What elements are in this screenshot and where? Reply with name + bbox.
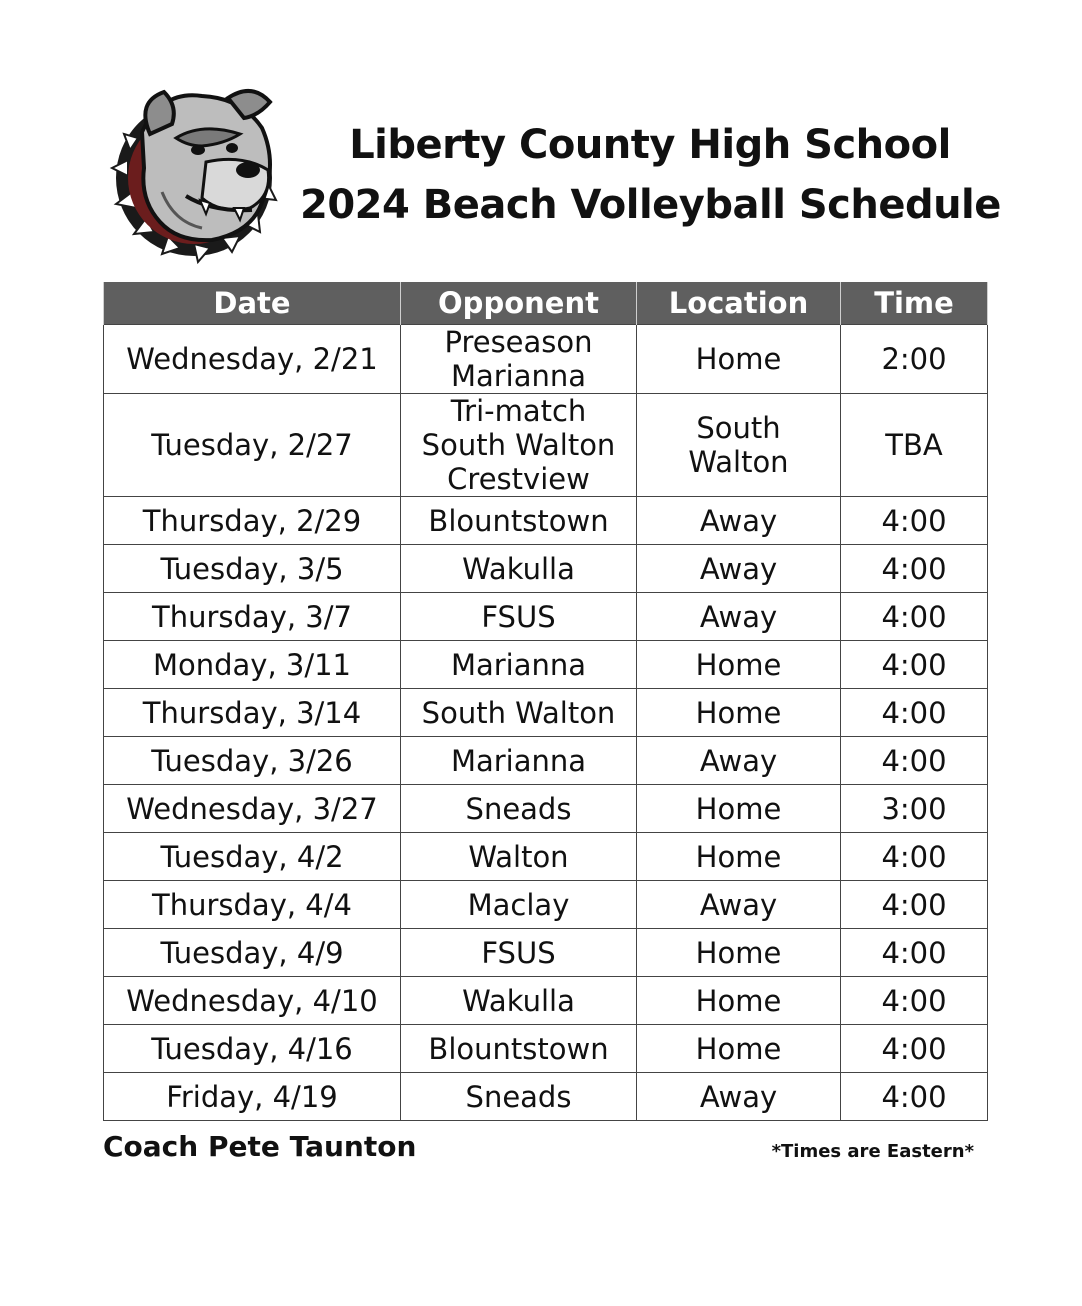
opponent-cell: Maclay — [401, 881, 637, 929]
column-header-opponent: Opponent — [401, 282, 637, 325]
schedule-title: 2024 Beach Volleyball Schedule — [300, 182, 1001, 228]
timezone-note: *Times are Eastern* — [771, 1141, 974, 1162]
opponent-line: Marianna — [450, 359, 587, 393]
opponent-cell: FSUS — [401, 593, 637, 641]
location-cell: Home — [637, 641, 841, 689]
date-cell: Thursday, 3/14 — [104, 689, 401, 737]
date-cell: Thursday, 4/4 — [104, 881, 401, 929]
table-row — [104, 641, 988, 689]
date-cell: Tuesday, 3/5 — [104, 545, 401, 593]
schedule-table — [103, 282, 988, 1121]
location-cell: Away — [637, 1073, 841, 1121]
location-cell: Home — [637, 1025, 841, 1073]
table-row — [104, 689, 988, 737]
time-cell: 4:00 — [841, 881, 988, 929]
date-cell: Tuesday, 4/9 — [104, 929, 401, 977]
location-cell: Home — [637, 785, 841, 833]
opponent-cell: Walton — [401, 833, 637, 881]
location-cell: Home — [637, 325, 841, 394]
opponent-cell: Sneads — [401, 1073, 637, 1121]
bulldog-mascot-icon — [102, 72, 288, 272]
opponent-cell: Marianna — [401, 641, 637, 689]
location-cell: Home — [637, 689, 841, 737]
table-row — [104, 545, 988, 593]
opponent-line: Crestview — [447, 462, 590, 496]
date-cell: Wednesday, 4/10 — [104, 977, 401, 1025]
opponent-cell: South Walton — [401, 689, 637, 737]
date-cell: Monday, 3/11 — [104, 641, 401, 689]
location-line: South — [696, 411, 781, 445]
time-cell: 4:00 — [841, 833, 988, 881]
opponent-cell: Blountstown — [401, 1025, 637, 1073]
school-name: Liberty County High School — [349, 122, 951, 168]
date-cell: Friday, 4/19 — [104, 1073, 401, 1121]
opponent-cell — [401, 325, 637, 394]
location-cell: Away — [637, 545, 841, 593]
column-header-date: Date — [104, 282, 401, 325]
location-cell: Away — [637, 497, 841, 545]
time-cell: 4:00 — [841, 497, 988, 545]
location-cell: Home — [637, 833, 841, 881]
table-row — [104, 1025, 988, 1073]
opponent-cell: Wakulla — [401, 977, 637, 1025]
date-cell: Thursday, 3/7 — [104, 593, 401, 641]
table-row — [104, 833, 988, 881]
table-row — [104, 497, 988, 545]
opponent-cell: Wakulla — [401, 545, 637, 593]
time-cell: 4:00 — [841, 593, 988, 641]
opponent-cell: FSUS — [401, 929, 637, 977]
table-row — [104, 737, 988, 785]
opponent-cell: Sneads — [401, 785, 637, 833]
date-cell: Tuesday, 2/27 — [104, 394, 401, 497]
location-cell — [637, 394, 841, 497]
opponent-cell: Blountstown — [401, 497, 637, 545]
date-cell: Tuesday, 4/16 — [104, 1025, 401, 1073]
date-cell: Tuesday, 3/26 — [104, 737, 401, 785]
table-row — [104, 929, 988, 977]
opponent-line: Preseason — [444, 325, 593, 359]
coach-name: Coach Pete Taunton — [103, 1130, 417, 1163]
opponent-line: South Walton — [421, 428, 616, 462]
table-row — [104, 1073, 988, 1121]
time-cell: 4:00 — [841, 689, 988, 737]
time-cell: 4:00 — [841, 977, 988, 1025]
time-cell: 3:00 — [841, 785, 988, 833]
opponent-line: Tri-match — [450, 394, 587, 428]
location-cell: Away — [637, 593, 841, 641]
date-cell: Tuesday, 4/2 — [104, 833, 401, 881]
location-cell: Away — [637, 737, 841, 785]
table-header-row — [104, 282, 988, 325]
opponent-cell: Marianna — [401, 737, 637, 785]
time-cell: 4:00 — [841, 737, 988, 785]
table-row — [104, 593, 988, 641]
time-cell: 4:00 — [841, 545, 988, 593]
column-header-location: Location — [637, 282, 841, 325]
table-row — [104, 325, 988, 394]
date-cell: Wednesday, 2/21 — [104, 325, 401, 394]
opponent-cell — [401, 394, 637, 497]
time-cell: TBA — [841, 394, 988, 497]
time-cell: 4:00 — [841, 1073, 988, 1121]
date-cell: Thursday, 2/29 — [104, 497, 401, 545]
table-row — [104, 394, 988, 497]
location-cell: Home — [637, 977, 841, 1025]
time-cell: 2:00 — [841, 325, 988, 394]
location-cell: Away — [637, 881, 841, 929]
time-cell: 4:00 — [841, 641, 988, 689]
date-cell: Wednesday, 3/27 — [104, 785, 401, 833]
location-line: Walton — [688, 445, 789, 479]
table-row — [104, 785, 988, 833]
table-row — [104, 881, 988, 929]
location-cell: Home — [637, 929, 841, 977]
time-cell: 4:00 — [841, 929, 988, 977]
time-cell: 4:00 — [841, 1025, 988, 1073]
column-header-time: Time — [841, 282, 988, 325]
table-row — [104, 977, 988, 1025]
